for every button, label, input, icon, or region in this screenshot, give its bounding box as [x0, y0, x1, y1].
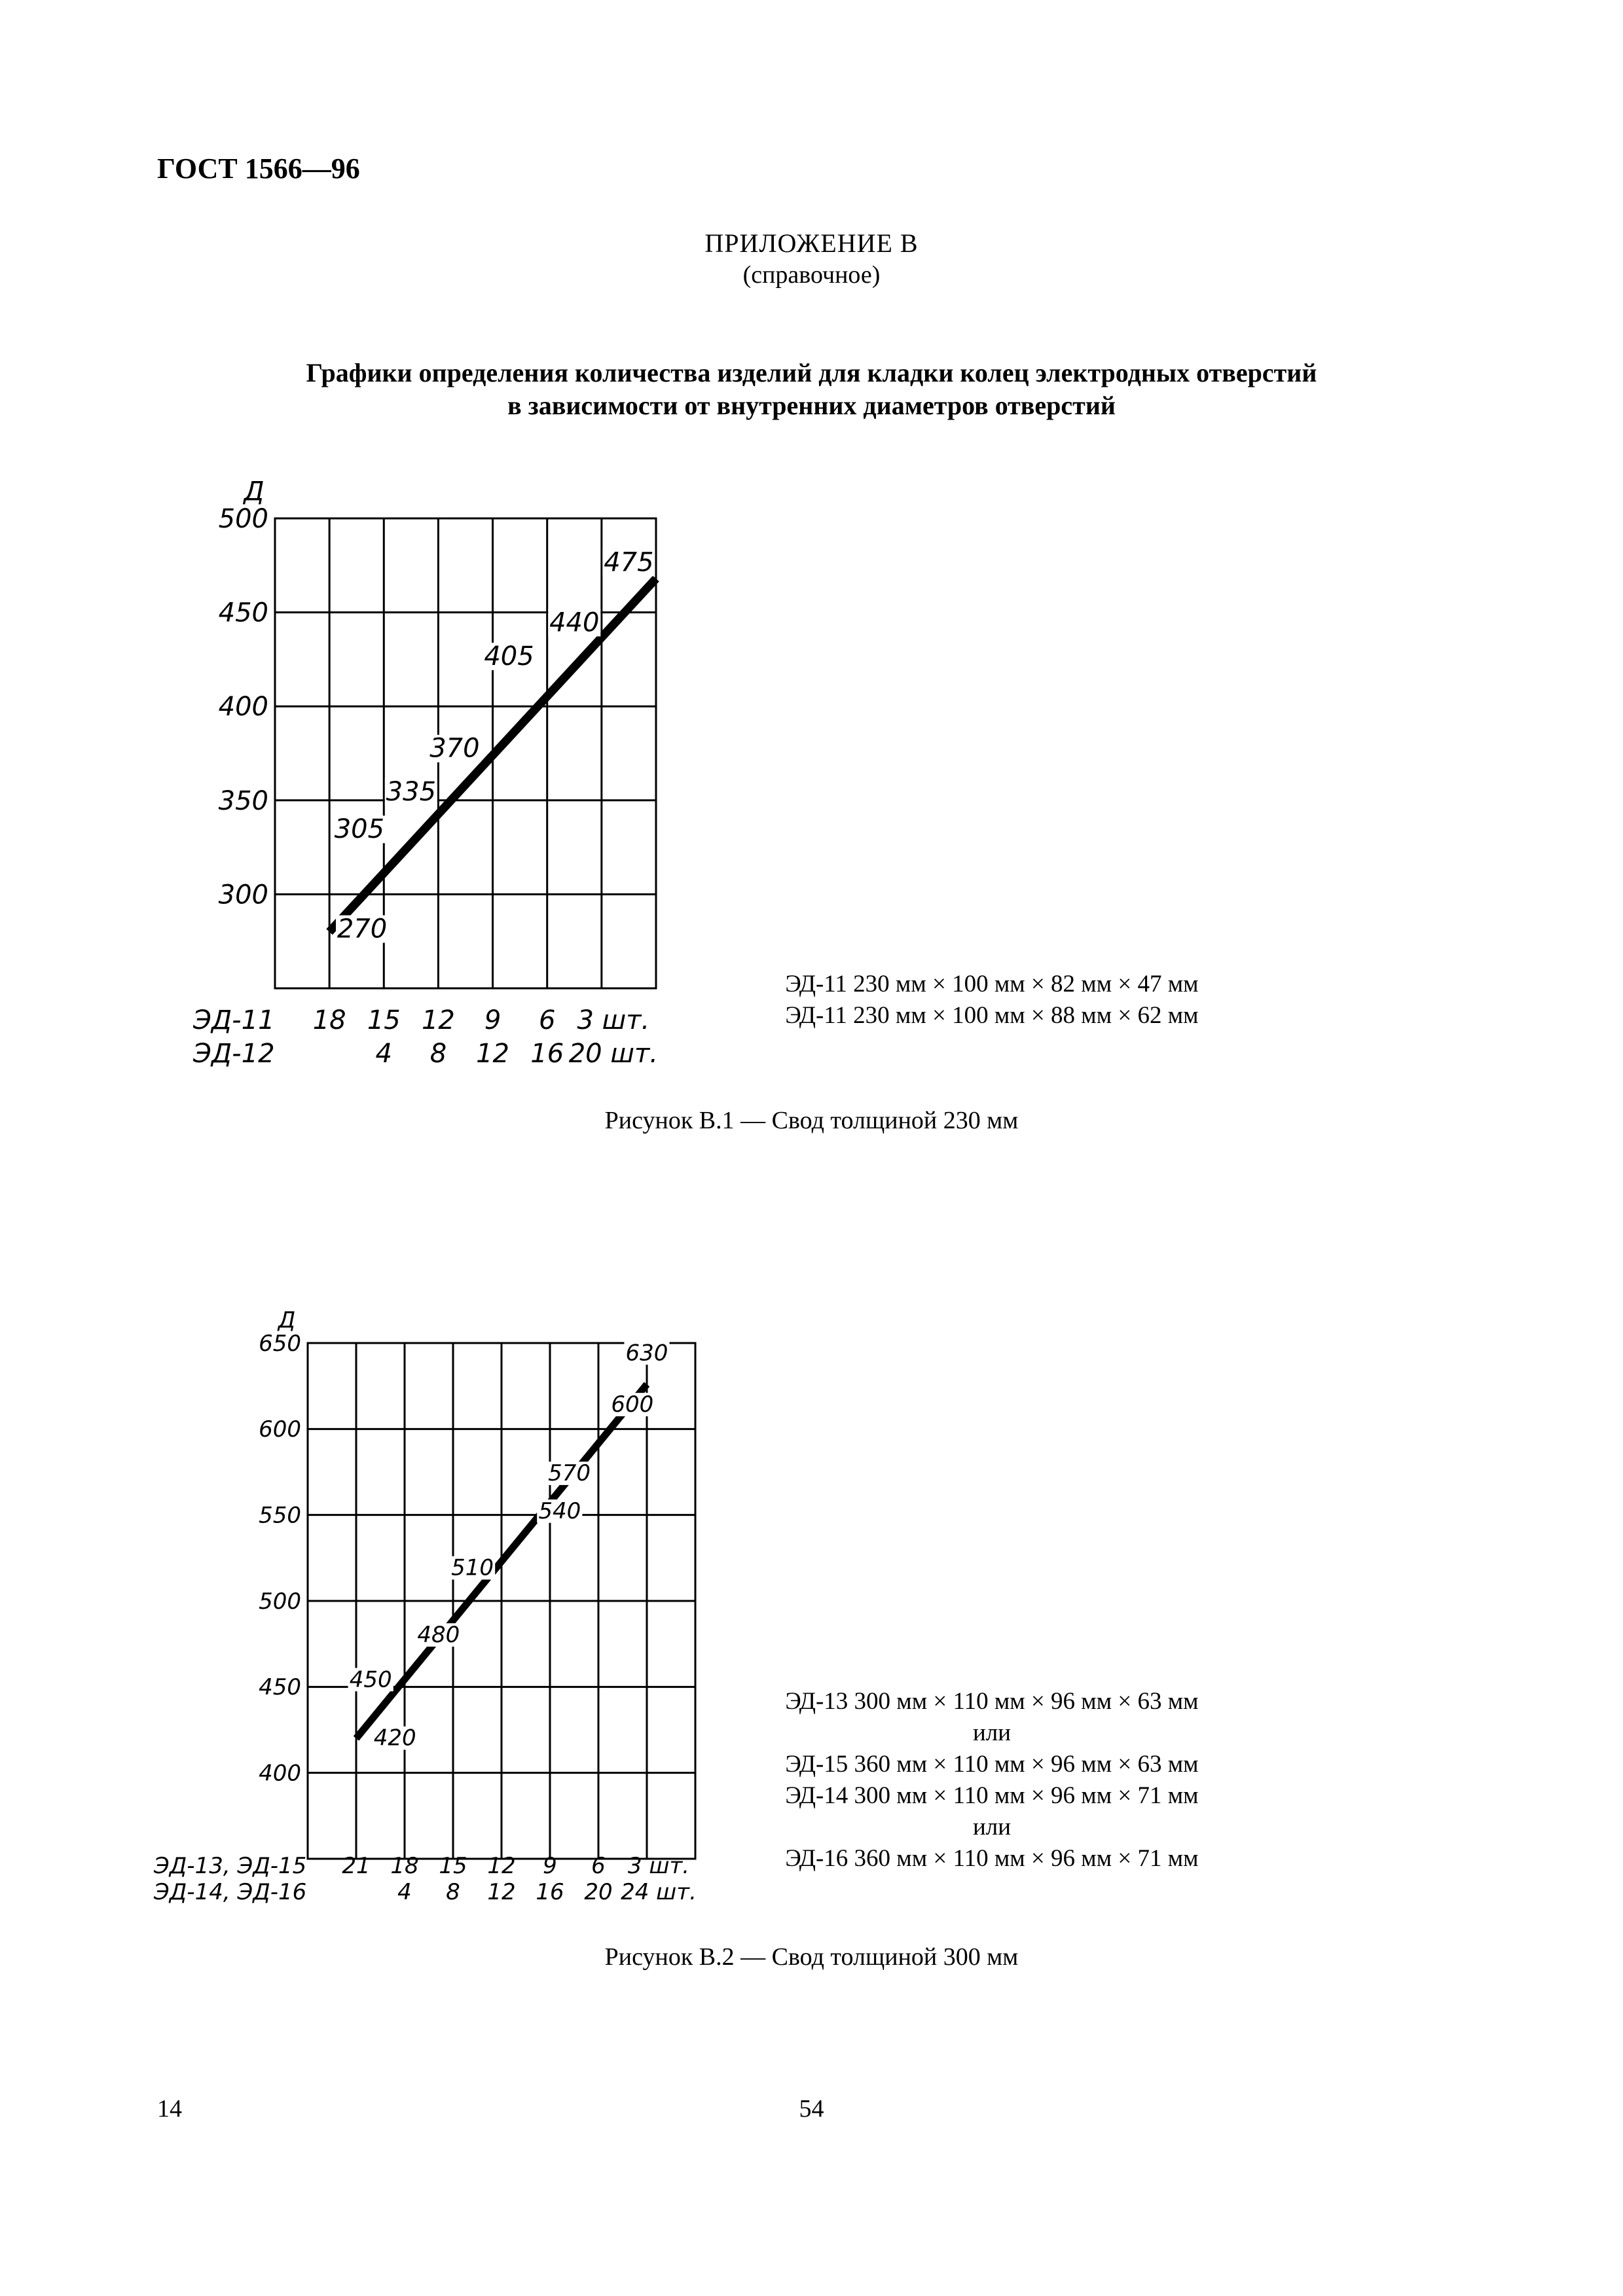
x-tick-label: 3 шт. — [577, 1005, 650, 1035]
x-tick-label: 6 — [591, 1853, 606, 1879]
figure1-specs — [743, 969, 1241, 1031]
x-tick-label: 16 — [536, 1879, 564, 1905]
point-label: 305 — [334, 814, 385, 845]
point-label: 475 — [604, 547, 654, 578]
x-tick-label: 8 — [446, 1879, 460, 1905]
point-label: 335 — [386, 776, 437, 807]
standard-designation: ГОСТ 1566—96 — [157, 152, 360, 185]
x-tick-label: 18 — [312, 1005, 346, 1035]
x-tick-label: 3 шт. — [627, 1853, 690, 1879]
spec-line: или — [972, 1814, 1012, 1840]
x-tick-label: 24 шт. — [621, 1879, 697, 1905]
spec-line: ЭД-15 360 мм × 110 мм × 96 мм × 63 мм — [785, 1751, 1199, 1778]
y-tick-label: 450 — [259, 1674, 301, 1701]
x-row1-label: ЭД-11 — [193, 1005, 275, 1035]
y-tick-label: 400 — [259, 1760, 301, 1787]
x-row1-label: ЭД-13, ЭД-15 — [154, 1853, 307, 1879]
y-tick-label: 350 — [218, 785, 268, 816]
x-tick-label: 8 — [429, 1039, 447, 1069]
x-row2-label: ЭД-14, ЭД-16 — [154, 1879, 307, 1905]
x-tick-label: 15 — [367, 1005, 401, 1035]
y-tick-label: 450 — [218, 598, 268, 628]
x-tick-label: 12 — [421, 1005, 455, 1035]
figure2-caption: Рисунок В.2 — Свод толщиной 300 мм — [604, 1943, 1019, 1971]
y-tick-label: 600 — [259, 1416, 301, 1443]
appendix-title: ПРИЛОЖЕНИЕ В — [704, 228, 919, 258]
y-axis-title: Д — [278, 1307, 296, 1334]
y-tick-label: 300 — [218, 880, 268, 910]
page-number-left: 14 — [157, 2095, 182, 2123]
chart-figure-2 — [144, 1302, 733, 1905]
spec-line: ЭД-11 230 мм × 100 мм × 88 мм × 62 мм — [785, 1002, 1199, 1029]
y-tick-label: 650 — [259, 1330, 301, 1357]
main-title-line-2: в зависимости от внутренних диаметров отверстий — [507, 391, 1116, 420]
x-tick-label: 21 — [342, 1853, 371, 1879]
point-label: 405 — [484, 641, 534, 672]
x-tick-label: 20 шт. — [568, 1039, 658, 1069]
point-label: 370 — [429, 733, 480, 764]
y-axis-title: Д — [244, 476, 264, 507]
x-tick-label: 12 — [487, 1853, 516, 1879]
point-label: 540 — [538, 1498, 581, 1524]
point-label: 440 — [549, 607, 600, 638]
x-tick-label: 16 — [530, 1039, 564, 1069]
spec-line: ЭД-16 360 мм × 110 мм × 96 мм × 71 мм — [785, 1845, 1199, 1872]
point-label: 630 — [625, 1340, 668, 1367]
x-tick-label: 18 — [390, 1853, 419, 1879]
x-tick-label: 4 — [375, 1039, 393, 1069]
main-title — [0, 357, 1623, 422]
point-label: 420 — [373, 1725, 416, 1751]
main-title-line-1: Графики определения количества изделий для кладки колец электродных отверстий — [306, 358, 1317, 387]
figure1-caption: Рисунок В.1 — Свод толщиной 230 мм — [604, 1107, 1019, 1134]
point-label: 270 — [337, 914, 388, 944]
point-label: 600 — [611, 1391, 654, 1418]
x-tick-label: 15 — [439, 1853, 467, 1879]
point-label: 570 — [548, 1460, 591, 1487]
x-row2-label: ЭД-12 — [193, 1039, 275, 1069]
spec-line: ЭД-14 300 мм × 110 мм × 96 мм × 71 мм — [785, 1782, 1199, 1809]
x-tick-label: 4 — [397, 1879, 412, 1905]
x-tick-label: 6 — [538, 1005, 556, 1035]
spec-line: или — [972, 1719, 1012, 1746]
x-tick-label: 12 — [476, 1039, 510, 1069]
y-tick-label: 500 — [218, 504, 268, 534]
spec-line: ЭД-11 230 мм × 100 мм × 82 мм × 47 мм — [785, 971, 1199, 997]
x-tick-label: 12 — [487, 1879, 516, 1905]
spec-line: ЭД-13 300 мм × 110 мм × 96 мм × 63 мм — [785, 1688, 1199, 1715]
y-tick-label: 500 — [259, 1588, 301, 1615]
x-tick-label: 20 — [584, 1879, 613, 1905]
point-label: 480 — [417, 1622, 460, 1649]
point-label: 450 — [349, 1666, 392, 1693]
x-tick-label: 9 — [543, 1853, 557, 1879]
x-tick-label: 9 — [484, 1005, 501, 1035]
figure2-specs — [743, 1686, 1241, 1874]
point-label: 510 — [451, 1554, 494, 1581]
appendix-subtitle: (справочное) — [742, 261, 881, 289]
chart-figure-1 — [177, 471, 701, 1073]
y-tick-label: 550 — [259, 1502, 301, 1529]
page-number-center: 54 — [799, 2095, 824, 2123]
y-tick-label: 400 — [218, 692, 268, 723]
